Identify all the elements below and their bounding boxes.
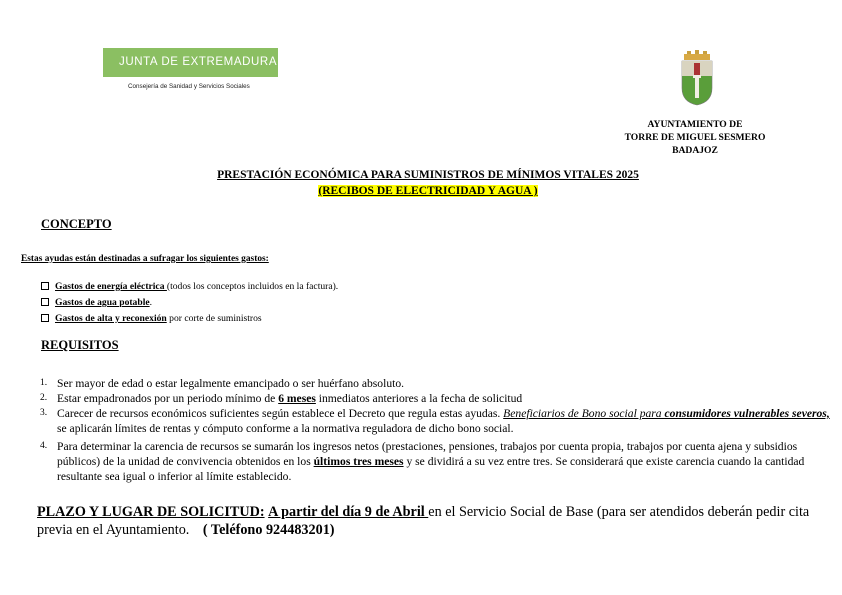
subtitle-highlight: (RECIBOS DE ELECTRICIDAD Y AGUA ) <box>318 185 538 197</box>
list-item <box>40 406 830 436</box>
emphasis: últimos tres meses <box>313 455 404 469</box>
junta-subtitle: Consejería de Sanidad y Servicios Sociales <box>128 83 250 90</box>
list-item <box>41 297 152 308</box>
gasto-label: Gastos de energía eléctrica <box>55 281 167 292</box>
item-number: 2. <box>40 393 48 403</box>
junta-logo <box>103 48 278 77</box>
item-text: Carecer de recursos económicos suficientes según establece el Decreto que regula estas ayudas. Beneficiarios de Bono social para consumidores vulnerables severos, se aplicarán límites de rentas y cómputo conforme a la normativa reguladora de dicho bono social. <box>57 407 830 436</box>
emphasis-italic: Beneficiarios de Bono social para <box>503 407 665 420</box>
list-item <box>41 313 262 324</box>
item-text: Estar empadronados por un periodo mínimo de 6 meses inmediatos anteriores a la fecha de solicitud <box>57 392 523 405</box>
requisitos-heading: REQUISITOS <box>41 338 119 352</box>
ayuntamiento-line: AYUNTAMIENTO DE <box>647 119 743 130</box>
coat-of-arms-icon <box>679 50 715 106</box>
item-number: 3. <box>40 408 48 418</box>
plazo-label: PLAZO Y LUGAR DE SOLICITUD: <box>37 504 265 520</box>
plazo-section <box>37 503 827 539</box>
ayuntamiento-line: BADAJOZ <box>672 145 718 156</box>
gasto-label: Gastos de agua potable <box>55 297 150 308</box>
item-number: 1. <box>40 378 48 388</box>
ayuntamiento-line: TORRE DE MIGUEL SESMERO <box>624 132 766 143</box>
item-number: 4. <box>40 441 48 451</box>
gasto-detail: (todos los conceptos incluidos en la factura). <box>166 281 339 292</box>
concepto-intro: Estas ayudas están destinadas a sufragar los siguientes gastos: <box>21 254 269 264</box>
list-item <box>40 391 830 406</box>
emphasis: consumidores vulnerables severos, <box>664 407 830 420</box>
concepto-heading: CONCEPTO <box>41 217 112 231</box>
plazo-phone: ( Teléfono 924483201) <box>202 522 335 538</box>
gasto-label: Gastos de alta y reconexión <box>55 313 167 324</box>
document-title: PRESTACIÓN ECONÓMICA PARA SUMINISTROS DE MÍNIMOS VITALES 2025 <box>217 169 639 181</box>
document-subtitle <box>0 185 842 197</box>
plazo-text: en el Servicio Social de Base (para ser atendidos deberán pedir cita previa en el Ayuntamiento. <box>37 504 810 538</box>
gasto-detail: por corte de suministros <box>166 313 262 324</box>
plazo-date: A partir del día 9 de Abril <box>268 504 429 520</box>
item-text: Ser mayor de edad o estar legalmente emancipado o ser huérfano absoluto. <box>57 377 405 390</box>
checkbox-icon <box>41 314 49 322</box>
list-item <box>40 439 830 485</box>
list-item <box>41 281 338 292</box>
emphasis: 6 meses <box>278 392 316 405</box>
junta-title: JUNTA DE EXTREMADURA <box>119 56 278 68</box>
checkbox-icon <box>41 282 49 290</box>
gasto-detail: . <box>149 297 153 308</box>
ayuntamiento-block <box>600 118 790 157</box>
list-item <box>40 376 830 391</box>
checkbox-icon <box>41 298 49 306</box>
item-text: Para determinar la carencia de recursos se sumarán los ingresos netos (prestaciones, pensiones, trabajos por cuenta propia, trabajos por cuenta ajena y subsidios públicos) de la unidad de convivencia obtenidos en los últimos tres meses y se dividirá a su vez entre tres. Se considerará que existe carencia cuando la cantidad resultante sea igual o inferior al límite establecido. <box>57 440 805 484</box>
